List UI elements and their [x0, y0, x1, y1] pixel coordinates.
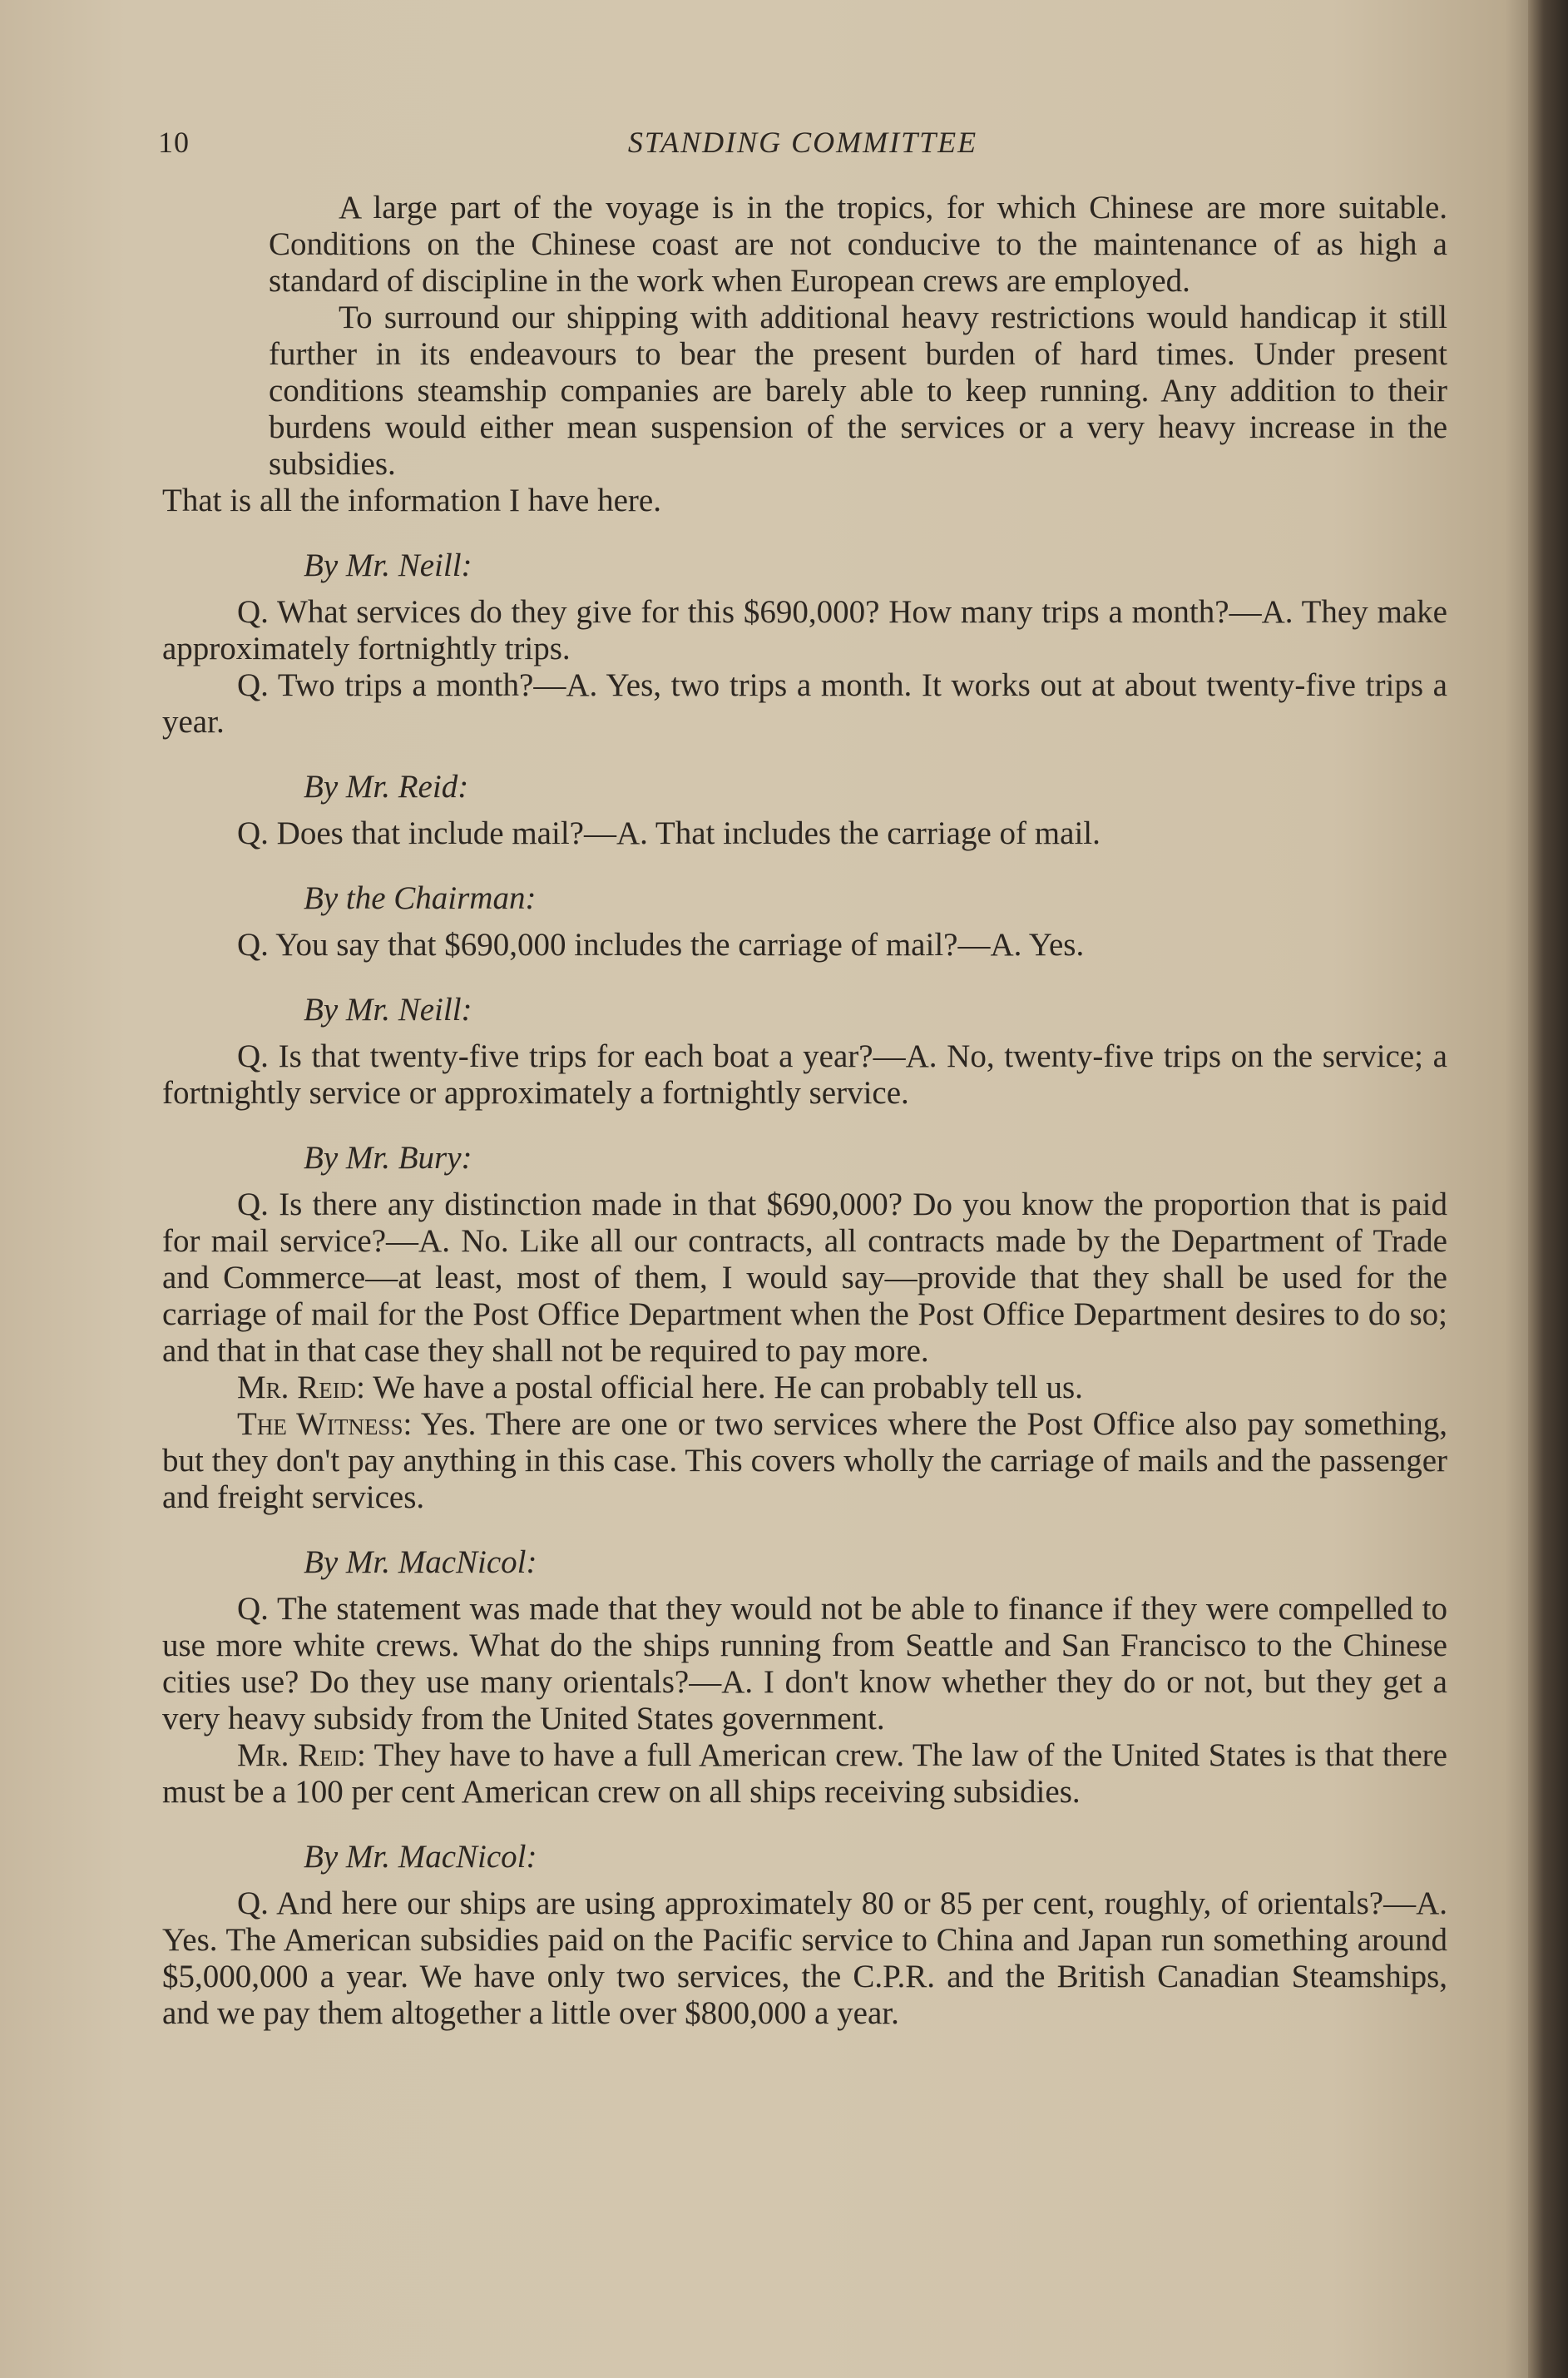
question-answer: Q. Does that include mail?—A. That includes the carriage of mail.	[237, 815, 1101, 851]
speaker-heading: By Mr. Neill:	[304, 992, 472, 1028]
speaker-heading: By Mr. Neill:	[304, 547, 472, 583]
speaker-heading: By Mr. MacNicol:	[304, 1544, 537, 1580]
question-answer: Q. You say that $690,000 includes the carriage of mail?—A. Yes.	[237, 927, 1085, 963]
closing-line: That is all the information I have here.	[162, 483, 661, 518]
remark-text: They have to have a full American crew. The law of the United States is that there must be a 100 per cent American crew on all ships receiving subsidies.	[162, 1737, 1447, 1810]
question-answer: Q. Is there any distinction made in that $690,000? Do you know the proportion that is paid for mail service?—A. No. Like all our contracts, all contracts made by the Department of Trade and Commerce—at least, most of them, I would say—provide that they shall be used for the carriage of mail for the Post Office Department when the Post Office Department desires to do so; and that in that case they shall not be required to pay more.	[162, 1187, 1447, 1369]
speaker-name: The Witness:	[237, 1406, 413, 1442]
speaker-heading: By Mr. Reid:	[304, 769, 469, 805]
speaker-name: Mr. Reid:	[237, 1737, 366, 1773]
question-answer: Q. The statement was made that they would not be able to finance if they were compelled to use more white crews. What do the ships running from Seattle and San Francisco to the Chinese cities use? Do they use many orientals?—A. I don't know whether they do or not, but they get a very heavy subsidy from the United States government.	[162, 1591, 1447, 1736]
page-edge-shadow	[1528, 0, 1568, 2378]
speaker-heading: By the Chairman:	[304, 880, 537, 916]
remark-witness	[162, 1406, 1447, 1516]
question-answer: Q. Is that twenty-five trips for each boat a year?—A. No, twenty-five trips on the service; a fortnightly service or approximately a fortnightly service.	[162, 1038, 1447, 1111]
page-header	[158, 125, 1447, 166]
page-number: 10	[158, 126, 190, 159]
speaker-name: Mr. Reid:	[237, 1370, 366, 1405]
running-head: STANDING COMMITTEE	[627, 126, 978, 159]
remark-reid	[162, 1737, 1447, 1811]
quote-paragraph-2: To surround our shipping with additional heavy restrictions would handicap it still further in its endeavours to bear the present burden of hard times. Under present conditions steamship companies are barely able to keep running. Any addition to their burdens would either mean suspension of the services or a very heavy increase in the subsidies.	[269, 300, 1447, 482]
question-answer: Q. And here our ships are using approximately 80 or 85 per cent, roughly, of orientals?—A. Yes. The American subsidies paid on the Pacific service to China and Japan run something around $5,000,000 a year. We have only two services, the C.P.R. and the British Canadian Steamships, and we pay them altogether a little over $800,000 a year.	[162, 1885, 1447, 2031]
remark-text: Yes. There are one or two services where the Post Office also pay something, but they don't pay anything in this case. This covers wholly the carriage of mails and the passenger and freight services.	[162, 1406, 1448, 1515]
question-answer: Q. Two trips a month?—A. Yes, two trips a month. It works out at about twenty-five trips a year.	[162, 667, 1447, 740]
body-text	[162, 190, 1447, 2032]
remark-text: We have a postal official here. He can probably tell us.	[373, 1370, 1083, 1405]
quoted-statement	[269, 190, 1447, 483]
speaker-heading: By Mr. MacNicol:	[304, 1839, 537, 1875]
remark-reid	[162, 1370, 1447, 1406]
speaker-heading: By Mr. Bury:	[304, 1140, 472, 1176]
question-answer: Q. What services do they give for this $690,000? How many trips a month?—A. They make approximately fortnightly trips.	[162, 594, 1447, 666]
quote-paragraph-1: A large part of the voyage is in the tropics, for which Chinese are more suitable. Conditions on the Chinese coast are not conducive to the maintenance of as high a standard of discipline in the work when European crews are employed.	[269, 190, 1447, 299]
